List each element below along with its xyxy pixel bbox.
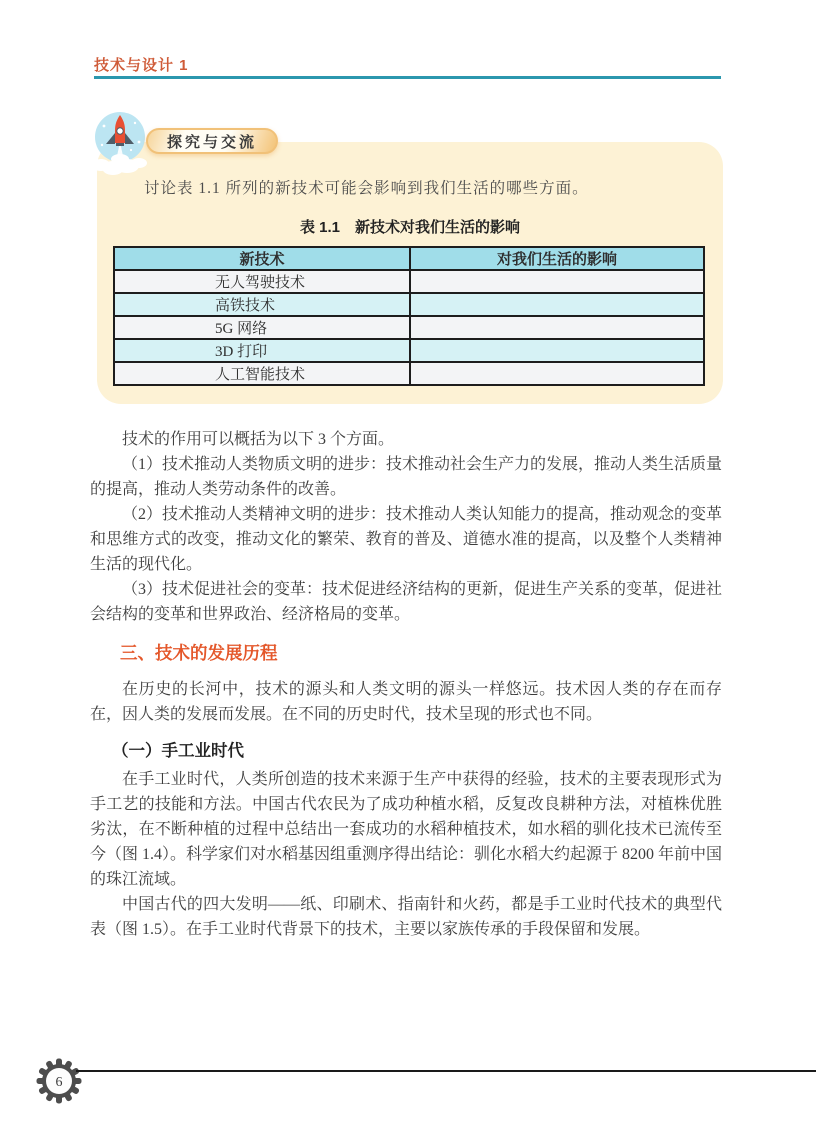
book-title: 技术与设计 1 bbox=[94, 57, 189, 74]
explore-badge bbox=[146, 128, 278, 154]
tech-cell: 3D 打印 bbox=[114, 339, 410, 362]
impact-blank-cell bbox=[410, 270, 704, 293]
section-heading: 三、技术的发展历程 bbox=[120, 643, 278, 663]
paragraph: 在历史的长河中，技术的源头和人类文明的源头一样悠远。技术因人类的存在而存在，因人类的发展而发展。在不同的历史时代，技术呈现的形式也不同。 bbox=[90, 681, 722, 723]
discussion-prompt: 讨论表 1.1 所列的新技术可能会影响到我们生活的哪些方面。 bbox=[144, 180, 589, 197]
tech-cell: 5G 网络 bbox=[114, 316, 410, 339]
paragraph: 技术的作用可以概括为以下 3 个方面。 bbox=[122, 431, 395, 448]
gear-icon bbox=[36, 1058, 82, 1104]
paragraph: 在手工业时代，人类所创造的技术来源于生产中获得的经验，技术的主要表现形式为手工艺的技能和方法。中国古代农民为了成功种植水稻，反复改良耕种方法，对植株优胜劣汰，在不断种植的过程中总结出一套成功的水稻种植技术，如水稻的驯化技术已流传至今（图 1.4）。科学家们对水稻基因组重测序得出结论：驯化水稻大约起源于 8200 年前中国的珠江流域。 bbox=[90, 771, 723, 888]
impact-blank-cell bbox=[410, 293, 704, 316]
page-number: 6 bbox=[55, 1075, 63, 1090]
tech-cell: 人工智能技术 bbox=[114, 362, 410, 385]
impact-blank-cell bbox=[410, 339, 704, 362]
table-row bbox=[114, 362, 704, 385]
paragraph: （2）技术推动人类精神文明的进步：技术推动人类认知能力的提高，推动观念的变革和思维方式的改变，推动文化的繁荣、教育的普及、道德水准的提高，以及整个人类精神生活的现代化。 bbox=[90, 506, 723, 573]
table-caption: 表 1.1 新技术对我们生活的影响 bbox=[299, 219, 521, 236]
subsection-heading: （一）手工业时代 bbox=[112, 742, 244, 760]
paragraph: 中国古代的四大发明——纸、印刷术、指南针和火药，都是手工业时代技术的典型代表（图 1.5）。在手工业时代背景下的技术，主要以家族传承的手段保留和发展。 bbox=[90, 896, 722, 938]
impact-blank-cell bbox=[410, 362, 704, 385]
body-text bbox=[90, 427, 722, 942]
footer-rule bbox=[76, 1070, 816, 1072]
impact-blank-cell bbox=[410, 316, 704, 339]
table-row bbox=[114, 293, 704, 316]
impact-table bbox=[113, 246, 705, 386]
explore-badge-label: 探究与交流 bbox=[166, 133, 257, 151]
tech-cell: 高铁技术 bbox=[114, 293, 410, 316]
column-header-tech: 新技术 bbox=[114, 247, 410, 270]
table-row bbox=[114, 270, 704, 293]
tech-cell: 无人驾驶技术 bbox=[114, 270, 410, 293]
header-rule bbox=[94, 76, 721, 79]
paragraph: （3）技术促进社会的变革：技术促进经济结构的更新，促进生产关系的变革，促进社会结构的变革和世界政治、经济格局的变革。 bbox=[90, 581, 723, 623]
paragraph: （1）技术推动人类物质文明的进步：技术推动社会生产力的发展，推动人类生活质量的提高，推动人类劳动条件的改善。 bbox=[90, 456, 723, 498]
column-header-impact: 对我们生活的影响 bbox=[410, 247, 704, 270]
table-row bbox=[114, 339, 704, 362]
table-row bbox=[114, 316, 704, 339]
table-header-row bbox=[114, 247, 704, 270]
rocket-icon bbox=[91, 112, 149, 176]
